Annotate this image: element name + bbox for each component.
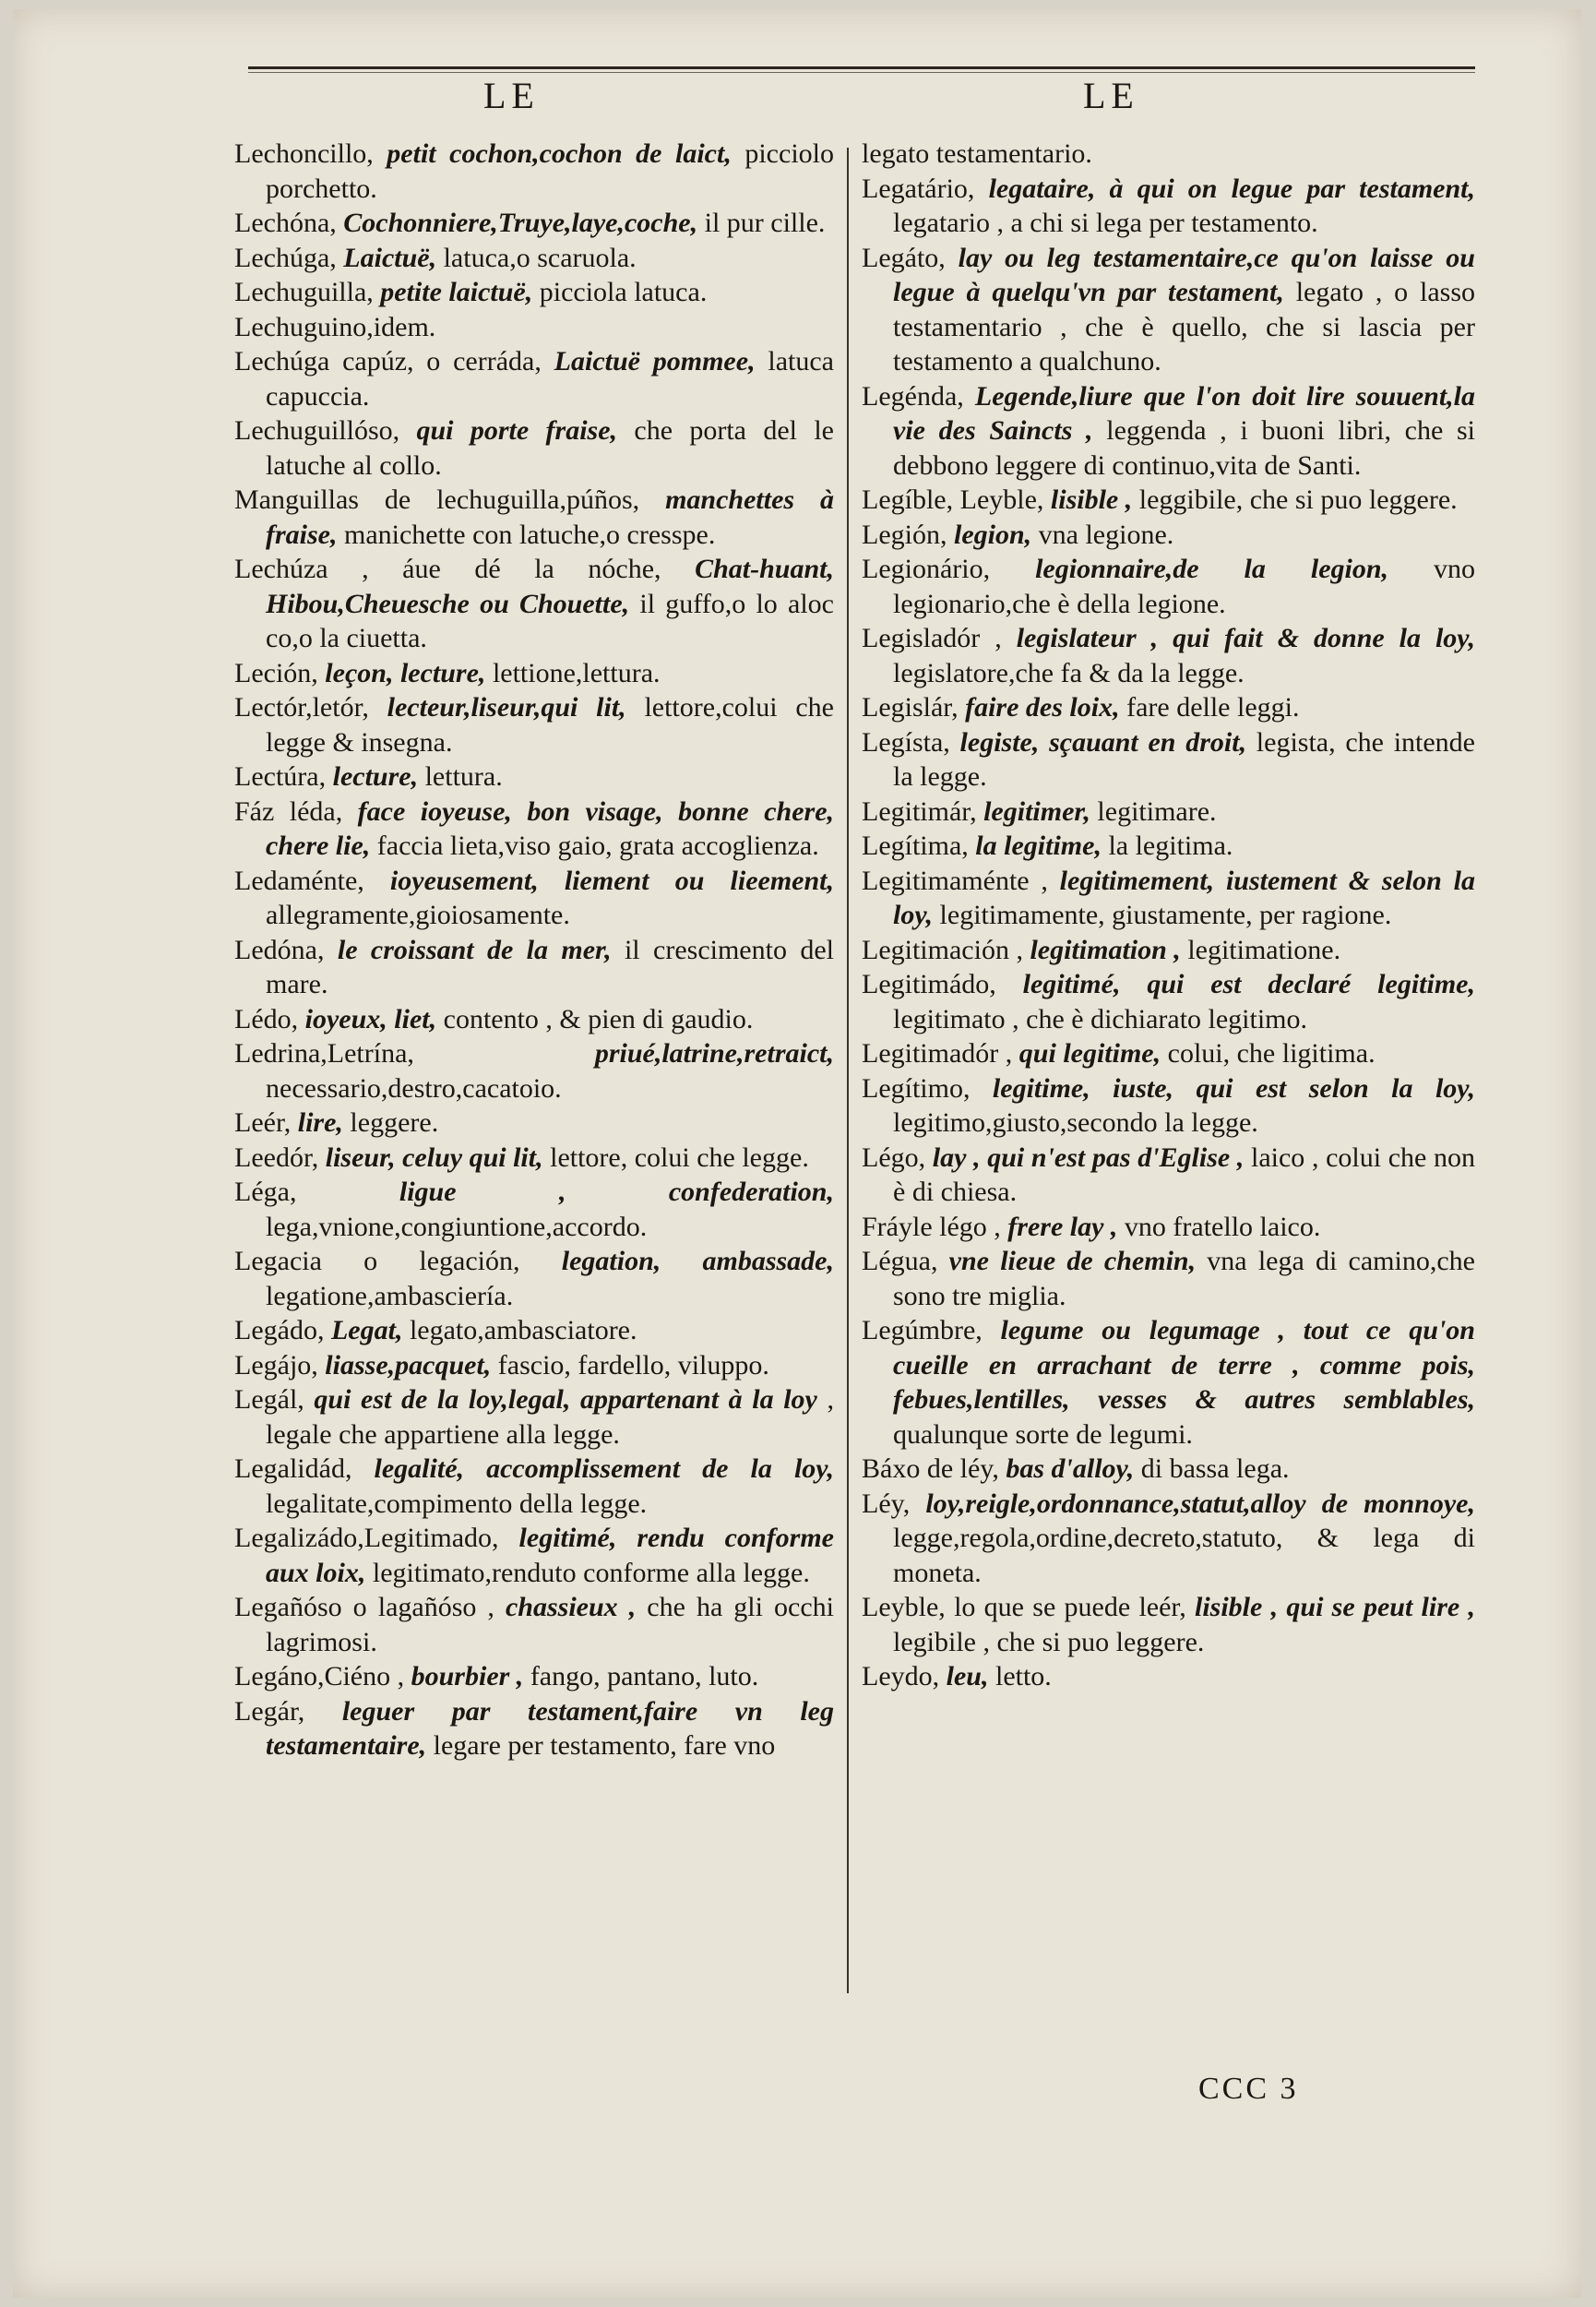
entry-italian-gloss: legatione,ambasciería. xyxy=(266,1280,514,1311)
entry-french-gloss: leu, xyxy=(939,1661,989,1691)
entry-headword: Legál, xyxy=(234,1384,304,1415)
entry-italian-gloss: legitimamente, giustamente, per ragione. xyxy=(933,900,1392,930)
entry-italian-gloss: manichette con latuche,o cresspe. xyxy=(337,519,716,550)
entry-italian-gloss: lettore,colui che legge & insegna. xyxy=(266,692,834,758)
entry-headword: Báxo de léy, xyxy=(862,1453,999,1484)
entry-headword: Legáno,Ciéno , xyxy=(234,1661,405,1691)
entry-headword: Lechóna, xyxy=(234,208,337,238)
dictionary-entry xyxy=(234,1659,834,1694)
dictionary-entry xyxy=(862,1487,1475,1591)
dictionary-entry xyxy=(234,864,834,933)
entry-italian-gloss: latuca,o scaruola. xyxy=(436,242,637,273)
entry-french-gloss: Legende,liure que l'on doit lire souuent,la vie des Saincts , xyxy=(893,380,1475,446)
entry-french-gloss: legitimation , xyxy=(1022,934,1181,965)
entry-italian-gloss: laico , colui che non è di chiesa. xyxy=(893,1142,1475,1207)
entry-headword: Leción, xyxy=(234,657,318,688)
entry-headword: Legítima, xyxy=(862,831,969,861)
entry-headword: Leydo, xyxy=(862,1661,940,1691)
entry-french-gloss: bas d'alloy, xyxy=(998,1453,1135,1484)
entry-italian-gloss: lettione,lettura. xyxy=(485,657,661,688)
entry-french-gloss: legionnaire,de la legion, xyxy=(990,554,1389,584)
dictionary-entry xyxy=(234,275,834,310)
entry-headword: Ledóna, xyxy=(234,934,325,965)
entry-italian-gloss: allegramente,gioiosamente. xyxy=(266,900,570,930)
dictionary-entry xyxy=(234,1141,834,1176)
dictionary-entry xyxy=(234,241,834,276)
entry-headword: Lédo, xyxy=(234,1003,299,1034)
entry-headword: Legañóso o lagañóso , xyxy=(234,1592,494,1622)
entry-headword: Lectúra, xyxy=(234,761,327,792)
entry-headword: Legitimación , xyxy=(862,934,1023,965)
entry-french-gloss: legitimement, iustement & selon la loy, xyxy=(893,865,1475,930)
entry-french-gloss: manchettes à fraise, xyxy=(266,484,835,550)
entry-headword: Legalizádo,Legitimado, xyxy=(234,1523,499,1553)
dictionary-entry xyxy=(234,1036,834,1106)
dictionary-entry xyxy=(234,413,834,483)
entry-headword: Legión, xyxy=(862,519,947,550)
dictionary-entry xyxy=(862,967,1475,1036)
entry-italian-gloss: legista, che intende la legge. xyxy=(893,726,1475,792)
entry-french-gloss: legation, ambassade, xyxy=(519,1246,834,1276)
dictionary-entry xyxy=(234,206,834,241)
folio-signature: CCC 3 xyxy=(1198,2072,1299,2106)
entry-french-gloss: lisible , xyxy=(1043,484,1133,515)
dictionary-entry xyxy=(234,552,834,656)
entry-italian-gloss: colui, che ligitima. xyxy=(1161,1038,1376,1069)
entry-headword: Fráyle légo , xyxy=(862,1211,1001,1242)
dictionary-entry xyxy=(862,1452,1475,1487)
entry-french-gloss: legitime, iuste, qui est selon la loy, xyxy=(970,1072,1475,1104)
entry-headword: Lechuguino,idem. xyxy=(234,311,436,342)
entry-italian-gloss: la legitima. xyxy=(1101,831,1233,861)
entry-french-gloss: chassieux , xyxy=(494,1592,637,1622)
dictionary-entry xyxy=(234,1313,834,1348)
dictionary-page xyxy=(13,9,1581,2298)
entry-french-gloss: legalité, accomplissement de la loy, xyxy=(351,1453,834,1484)
entry-french-gloss: legitimer, xyxy=(976,795,1090,827)
header-rule xyxy=(248,66,1475,69)
entry-french-gloss: petit cochon,cochon de laict, xyxy=(373,138,732,169)
entry-headword: Ledrina,Letrína, xyxy=(234,1038,414,1069)
entry-headword: Legénda, xyxy=(862,380,964,412)
entry-italian-gloss: letto. xyxy=(988,1661,1052,1691)
entry-french-gloss: qui est de la loy,legal, appartenant à la loy xyxy=(304,1384,817,1415)
entry-headword: Léy, xyxy=(862,1488,911,1519)
dictionary-entry xyxy=(862,725,1475,795)
entry-headword: Légua, xyxy=(862,1246,938,1276)
dictionary-entry xyxy=(234,759,834,795)
entry-french-gloss: qui porte fraise, xyxy=(399,415,618,446)
entry-italian-gloss: il crescimento del mare. xyxy=(266,934,834,999)
entry-headword: Legitimaménte , xyxy=(862,865,1048,896)
entry-headword: Legitimadór , xyxy=(862,1038,1013,1069)
entry-headword: Leyble, lo que se puede leér, xyxy=(862,1592,1186,1622)
entry-headword: Legádo, xyxy=(234,1315,325,1345)
entry-headword: Legionário, xyxy=(862,554,991,584)
entry-french-gloss: legislateur , qui fait & donne la loy, xyxy=(1001,623,1475,653)
entry-headword: Legájo, xyxy=(234,1349,318,1381)
entry-headword: Legíble, Leyble, xyxy=(862,484,1044,515)
entry-italian-gloss: che ha gli occhi lagrimosi. xyxy=(266,1592,834,1657)
entry-italian-gloss: picciola latuca. xyxy=(532,277,708,307)
dictionary-entry xyxy=(234,1694,834,1763)
entry-french-gloss: le croissant de la mer, xyxy=(324,934,612,965)
dictionary-entry xyxy=(234,656,834,691)
entry-italian-gloss: fascio, fardello, viluppo. xyxy=(491,1349,769,1381)
entry-headword: Lechuguillóso, xyxy=(234,415,400,446)
entry-italian-gloss: fare delle leggi. xyxy=(1119,692,1300,723)
entry-italian-gloss: leggere. xyxy=(342,1107,439,1138)
entry-french-gloss: leguer par testament,faire vn leg testamentaire, xyxy=(266,1695,834,1761)
entry-italian-gloss: necessario,destro,cacatoio. xyxy=(266,1072,562,1104)
entry-french-gloss: ioyeusement, liement ou lieement, xyxy=(363,865,834,896)
entry-french-gloss: ligue , confederation, xyxy=(296,1177,834,1207)
entry-french-gloss: lay , qui n'est pas d'Eglise , xyxy=(925,1142,1245,1173)
entry-italian-gloss: legalitate,compimento della legge. xyxy=(266,1488,648,1519)
entry-french-gloss: la legitime, xyxy=(968,831,1102,861)
entry-french-gloss: petite laictuë, xyxy=(373,277,533,307)
entry-french-gloss: lire, xyxy=(291,1107,343,1138)
entry-french-gloss: Laictuë pommee, xyxy=(541,346,756,377)
dictionary-entry xyxy=(234,1348,834,1383)
entry-italian-gloss: faccia lieta,viso gaio, grata accoglienza. xyxy=(370,831,819,861)
entry-french-gloss: lecture, xyxy=(326,761,419,792)
entry-headword: Léga, xyxy=(234,1177,297,1207)
entry-italian-gloss: legislatore,che fa & da la legge. xyxy=(893,657,1245,688)
entry-french-gloss: Chat-huant, Hibou,Cheuesche ou Chouette, xyxy=(266,554,834,619)
entry-italian-gloss: vna legione. xyxy=(1031,519,1174,550)
entry-italian-gloss: leggenda , i buoni libri, che si debbono leggere di continuo,vita de Santi. xyxy=(893,415,1475,481)
entry-french-gloss: face ioyeuse, bon visage, bonne chere, chere lie, xyxy=(266,795,835,861)
entry-french-gloss: frere lay , xyxy=(1000,1211,1118,1242)
dictionary-entry xyxy=(234,1452,834,1521)
entry-french-gloss: priué,latrine,retraict, xyxy=(413,1038,834,1069)
entry-french-gloss: legiste, sçauant en droit, xyxy=(949,726,1247,758)
dictionary-entry xyxy=(862,829,1475,864)
entry-french-gloss: Cochonniere,Truye,laye,coche, xyxy=(336,208,698,238)
entry-headword: Legislár, xyxy=(862,692,959,723)
left-column xyxy=(234,137,834,1763)
entry-italian-gloss: legare per testamento, fare vno xyxy=(426,1730,776,1761)
entry-italian-gloss: qualunque sorte de legumi. xyxy=(893,1418,1193,1450)
entry-french-gloss: legion, xyxy=(947,519,1032,550)
entry-headword: Lechúga capúz, o cerráda, xyxy=(234,346,542,377)
entry-italian-gloss: legato testamentario. xyxy=(862,138,1092,169)
dictionary-entry xyxy=(234,1521,834,1590)
dictionary-entry xyxy=(234,1590,834,1659)
entry-french-gloss: Legat, xyxy=(324,1315,403,1345)
entry-headword: Legísta, xyxy=(862,726,950,758)
entry-french-gloss: legitimé, qui est declaré legitime, xyxy=(995,969,1475,999)
entry-headword: Legisladór , xyxy=(862,623,1002,653)
right-column xyxy=(862,137,1475,1694)
entry-french-gloss: faire des loix, xyxy=(958,692,1120,723)
entry-french-gloss: legataire, à qui on legue par testament, xyxy=(974,173,1475,204)
dictionary-entry xyxy=(862,933,1475,968)
entry-headword: Fáz léda, xyxy=(234,795,343,827)
entry-italian-gloss: legitimato,renduto conforme alla legge. xyxy=(365,1557,810,1588)
dictionary-entry xyxy=(862,690,1475,725)
dictionary-entry xyxy=(234,344,834,413)
dictionary-entry xyxy=(234,1002,834,1037)
dictionary-entry xyxy=(862,518,1475,553)
entry-headword: Legár, xyxy=(234,1695,305,1727)
dictionary-entry xyxy=(234,1106,834,1141)
entry-french-gloss: bourbier , xyxy=(404,1661,524,1691)
dictionary-entry xyxy=(862,379,1475,484)
entry-french-gloss: legitimé, rendu conforme aux loix, xyxy=(266,1523,834,1588)
dictionary-entry xyxy=(862,621,1475,690)
dictionary-entry xyxy=(862,137,1475,172)
entry-italian-gloss: vno legionario,che è della legione. xyxy=(893,554,1475,619)
entry-headword: Leedór, xyxy=(234,1142,319,1173)
dictionary-entry xyxy=(862,1590,1475,1659)
entry-italian-gloss: latuca capuccia. xyxy=(266,346,834,412)
dictionary-entry xyxy=(862,864,1475,933)
entry-italian-gloss: il pur cille. xyxy=(697,208,826,238)
dictionary-entry xyxy=(862,241,1475,379)
entry-headword: Legitimádo, xyxy=(862,969,996,999)
entry-french-gloss: leçon, lecture, xyxy=(317,657,486,688)
entry-italian-gloss: fango, pantano, luto. xyxy=(523,1661,759,1691)
entry-french-gloss: lecteur,liseur,qui lit, xyxy=(368,692,626,723)
entry-french-gloss: Laictuë, xyxy=(336,242,437,273)
entry-italian-gloss: contento , & pien di gaudio. xyxy=(436,1003,754,1034)
entry-italian-gloss: lettore, colui che legge. xyxy=(542,1142,809,1173)
entry-headword: Lechoncillo, xyxy=(234,138,374,169)
dictionary-entry xyxy=(234,1244,834,1313)
dictionary-entry xyxy=(234,483,834,552)
entry-headword: Leér, xyxy=(234,1107,292,1138)
dictionary-entry xyxy=(862,1210,1475,1245)
dictionary-entry xyxy=(862,795,1475,830)
entry-headword: Lechuguilla, xyxy=(234,277,374,307)
entry-french-gloss: vne lieue de chemin, xyxy=(937,1246,1197,1276)
entry-italian-gloss: legato,ambasciatore. xyxy=(402,1315,637,1345)
entry-italian-gloss: legitimare. xyxy=(1090,795,1217,827)
dictionary-entry xyxy=(234,1175,834,1244)
entry-italian-gloss: lettura. xyxy=(418,761,503,792)
entry-headword: Legacia o legación, xyxy=(234,1246,520,1276)
entry-headword: Legitimár, xyxy=(862,795,977,827)
entry-french-gloss: lay ou leg testamentaire,ce qu'on laisse ou legue à quelqu'vn par testament, xyxy=(893,242,1475,307)
entry-italian-gloss: che porta del le latuche al collo. xyxy=(266,415,834,481)
entry-italian-gloss: il guffo,o lo aloc co,o la ciuetta. xyxy=(266,588,834,653)
running-head-right: LE xyxy=(1083,75,1139,116)
column-divider xyxy=(847,148,849,1993)
entry-italian-gloss: legitimatione. xyxy=(1180,934,1341,965)
entry-french-gloss: lisible , qui se peut lire , xyxy=(1185,1592,1475,1622)
entry-italian-gloss: di bassa lega. xyxy=(1134,1453,1290,1484)
entry-french-gloss: ioyeux, liet, xyxy=(298,1003,437,1034)
dictionary-entry xyxy=(862,552,1475,621)
entry-italian-gloss: vna lega di camino,che sono tre miglia. xyxy=(893,1246,1475,1311)
entry-french-gloss: loy,reigle,ordonnance,statut,alloy de monnoye, xyxy=(910,1488,1475,1519)
entry-italian-gloss: legitimato , che è dichiarato legitimo. xyxy=(893,1003,1308,1034)
running-head-left: LE xyxy=(483,75,540,116)
entry-headword: Legalidád, xyxy=(234,1453,352,1484)
entry-headword: Lechúza , áue dé la nóche, xyxy=(234,554,661,584)
entry-headword: Legúmbre, xyxy=(862,1315,983,1345)
entry-headword: Legatário, xyxy=(862,173,975,204)
entry-italian-gloss: vno fratello laico. xyxy=(1117,1211,1321,1242)
entry-italian-gloss: legitimo,giusto,secondo la legge. xyxy=(893,1107,1258,1138)
entry-italian-gloss: lega,vnione,congiuntione,accordo. xyxy=(266,1211,648,1242)
entry-headword: Ledaménte, xyxy=(234,865,364,896)
entry-italian-gloss: legatario , a chi si lega per testamento. xyxy=(893,208,1318,238)
entry-headword: Legáto, xyxy=(862,242,946,273)
dictionary-entry xyxy=(862,1071,1475,1141)
entry-headword: Lechúga, xyxy=(234,242,337,273)
dictionary-entry xyxy=(862,1141,1475,1210)
entry-italian-gloss: picciolo porchetto. xyxy=(266,138,834,204)
dictionary-entry xyxy=(862,1659,1475,1694)
entry-french-gloss: legume ou legumage , tout ce qu'on cueille en arrachant de terre , comme pois, febues,lentilles, vesses & autres semblables, xyxy=(893,1315,1475,1415)
dictionary-entry xyxy=(234,933,834,1002)
dictionary-entry xyxy=(862,1244,1475,1313)
dictionary-entry xyxy=(862,1036,1475,1071)
dictionary-entry xyxy=(234,795,834,864)
entry-headword: Lectór,letór, xyxy=(234,692,369,723)
dictionary-entry xyxy=(234,137,834,206)
entry-italian-gloss: leggibile, che si puo leggere. xyxy=(1132,484,1458,515)
entry-italian-gloss: legge,regola,ordine,decreto,statuto, & lega di moneta. xyxy=(893,1523,1475,1588)
entry-headword: Légo, xyxy=(862,1142,926,1173)
dictionary-entry xyxy=(234,310,834,345)
entry-italian-gloss: , legale che appartiene alla legge. xyxy=(266,1384,834,1450)
entry-italian-gloss: legibile , che si puo leggere. xyxy=(893,1626,1205,1657)
entry-italian-gloss: legato , o lasso testamentario , che è quello, che si lascia per testamento a qualchuno. xyxy=(893,277,1475,377)
dictionary-entry xyxy=(862,172,1475,241)
entry-headword: Legítimo, xyxy=(862,1072,971,1104)
dictionary-entry xyxy=(862,483,1475,518)
entry-french-gloss: liasse,pacquet, xyxy=(317,1349,492,1381)
dictionary-entry xyxy=(862,1313,1475,1452)
entry-french-gloss: liseur, celuy qui lit, xyxy=(318,1142,543,1173)
dictionary-entry xyxy=(234,690,834,759)
entry-french-gloss: qui legitime, xyxy=(1012,1038,1161,1069)
entry-headword: Manguillas de lechuguilla,púños, xyxy=(234,484,640,515)
dictionary-entry xyxy=(234,1382,834,1452)
header-rule-thin xyxy=(248,72,1475,73)
